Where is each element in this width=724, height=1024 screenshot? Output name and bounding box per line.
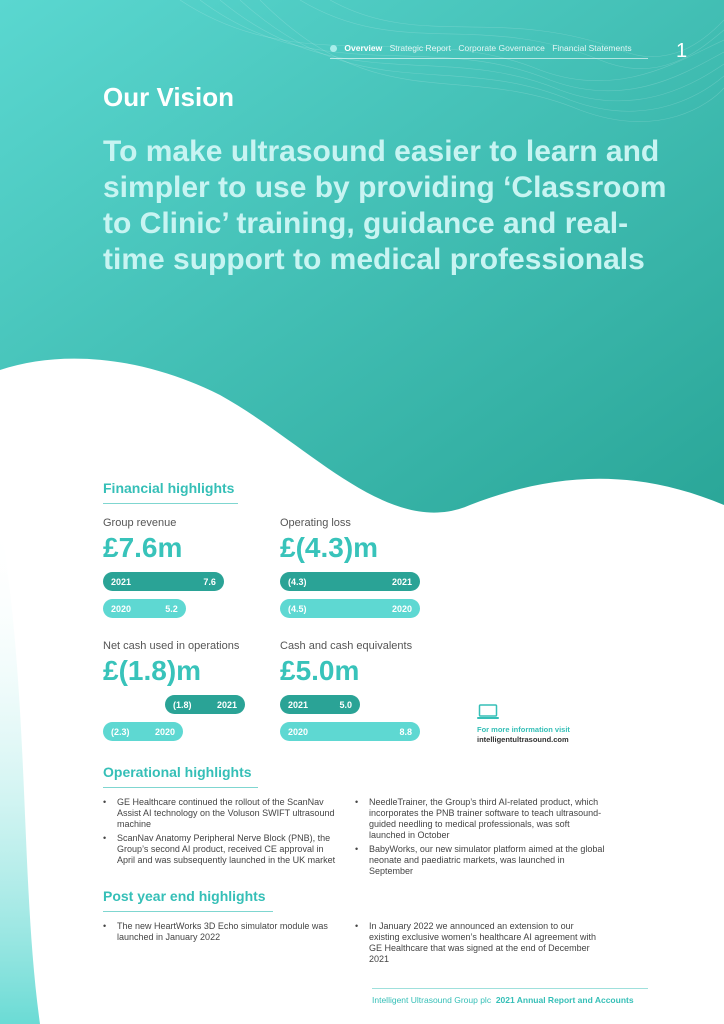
list-item: • GE Healthcare continued the rollout of the ScanNav Assist AI technology on the Voluson SWIFT ultrasound machine bbox=[103, 797, 343, 830]
website-link[interactable]: intelligentultrasound.com bbox=[477, 735, 569, 744]
bar-year: 2020 bbox=[154, 726, 175, 737]
bar-year: 2021 bbox=[288, 699, 309, 710]
bar-cash-equivalents-2021 bbox=[280, 695, 360, 714]
post-year-end-list-left bbox=[103, 921, 343, 946]
metric-value-net-cash: £(1.8)m bbox=[103, 655, 202, 686]
operational-heading-rule bbox=[103, 787, 258, 788]
nav-item-overview[interactable]: Overview bbox=[344, 43, 383, 53]
operational-list-right bbox=[355, 797, 605, 880]
vision-statement: To make ultrasound easier to learn and simpler to use by providing ‘Classroom to Clinic’ training, guidance and real-time support to medical professionals bbox=[103, 135, 667, 276]
footer-company: Intelligent Ultrasound Group plc bbox=[372, 995, 492, 1005]
nav-divider bbox=[330, 58, 648, 59]
bar-year: 2020 bbox=[288, 726, 309, 737]
bar-group-revenue-2020 bbox=[103, 599, 186, 618]
vision-title: Our Vision bbox=[103, 82, 234, 112]
bar-group-revenue-2021 bbox=[103, 572, 224, 591]
bar-year: 2020 bbox=[111, 603, 132, 614]
bar-year: 2021 bbox=[216, 699, 237, 710]
active-section-dot-icon bbox=[330, 45, 337, 52]
post-year-end-heading-rule bbox=[103, 911, 273, 912]
bar-operating-loss-2021 bbox=[280, 572, 420, 591]
metric-value-cash-equivalents: £5.0m bbox=[280, 655, 360, 686]
footer-report-title: 2021 Annual Report and Accounts bbox=[495, 995, 634, 1005]
financial-heading-rule bbox=[103, 503, 238, 504]
metric-label-group-revenue: Group revenue bbox=[103, 517, 177, 529]
bar-value: (2.3) bbox=[111, 726, 130, 737]
post-year-end-list-right bbox=[355, 921, 605, 968]
bar-year: 2020 bbox=[391, 603, 412, 614]
list-item: • The new HeartWorks 3D Echo simulator module was launched in January 2022 bbox=[103, 921, 343, 943]
bar-value: 5.0 bbox=[339, 699, 352, 710]
bar-year: 2021 bbox=[391, 576, 412, 587]
metric-label-cash-equivalents: Cash and cash equivalents bbox=[280, 640, 413, 652]
bar-year: 2021 bbox=[111, 576, 132, 587]
list-item: • ScanNav Anatomy Peripheral Nerve Block (PNB), the Group’s second AI product, received CE approval in April and was subsequently launched in the UK market bbox=[103, 833, 343, 866]
bar-value: (1.8) bbox=[173, 699, 192, 710]
operational-highlights-heading: Operational highlights bbox=[103, 764, 252, 780]
nav-item-corporate-governance[interactable]: Corporate Governance bbox=[458, 43, 545, 53]
financial-highlights-heading: Financial highlights bbox=[103, 480, 235, 496]
metric-label-net-cash: Net cash used in operations bbox=[103, 640, 240, 652]
metric-label-operating-loss: Operating loss bbox=[280, 517, 351, 529]
post-year-end-heading: Post year end highlights bbox=[103, 888, 266, 904]
laptop-icon bbox=[477, 704, 499, 720]
bar-operating-loss-2020 bbox=[280, 599, 420, 618]
bar-cash-equivalents-2020 bbox=[280, 722, 420, 741]
nav-item-strategic-report[interactable]: Strategic Report bbox=[389, 43, 451, 53]
list-item: • In January 2022 we announced an extension to our existing exclusive women’s healthcare AI agreement with GE Healthcare that was signed at the end of December 2021 bbox=[355, 921, 605, 965]
footer-rule bbox=[372, 988, 648, 989]
bar-value: 5.2 bbox=[165, 603, 178, 614]
bar-value: 8.8 bbox=[399, 726, 412, 737]
nav-item-financial-statements[interactable]: Financial Statements bbox=[552, 43, 632, 53]
footer bbox=[372, 995, 634, 1005]
bar-net-cash-2021 bbox=[165, 695, 245, 714]
page-number: 1 bbox=[676, 40, 688, 62]
metric-value-operating-loss: £(4.3)m bbox=[280, 532, 379, 563]
bar-value: (4.3) bbox=[288, 576, 307, 587]
bar-net-cash-2020 bbox=[103, 722, 183, 741]
more-info-label: For more information visit bbox=[477, 725, 570, 734]
bar-value: (4.5) bbox=[288, 603, 307, 614]
list-item: • NeedleTrainer, the Group’s third AI-related product, which incorporates the PNB trainer software to teach ultrasound-guided needling to medical professionals, was soft launched in October bbox=[355, 797, 605, 841]
bar-value: 7.6 bbox=[203, 576, 216, 587]
operational-list-left bbox=[103, 797, 343, 869]
metric-value-group-revenue: £7.6m bbox=[103, 532, 183, 563]
list-item: • BabyWorks, our new simulator platform aimed at the global neonate and paediatric markets, was launched in September bbox=[355, 844, 605, 877]
top-navigation bbox=[330, 43, 637, 53]
